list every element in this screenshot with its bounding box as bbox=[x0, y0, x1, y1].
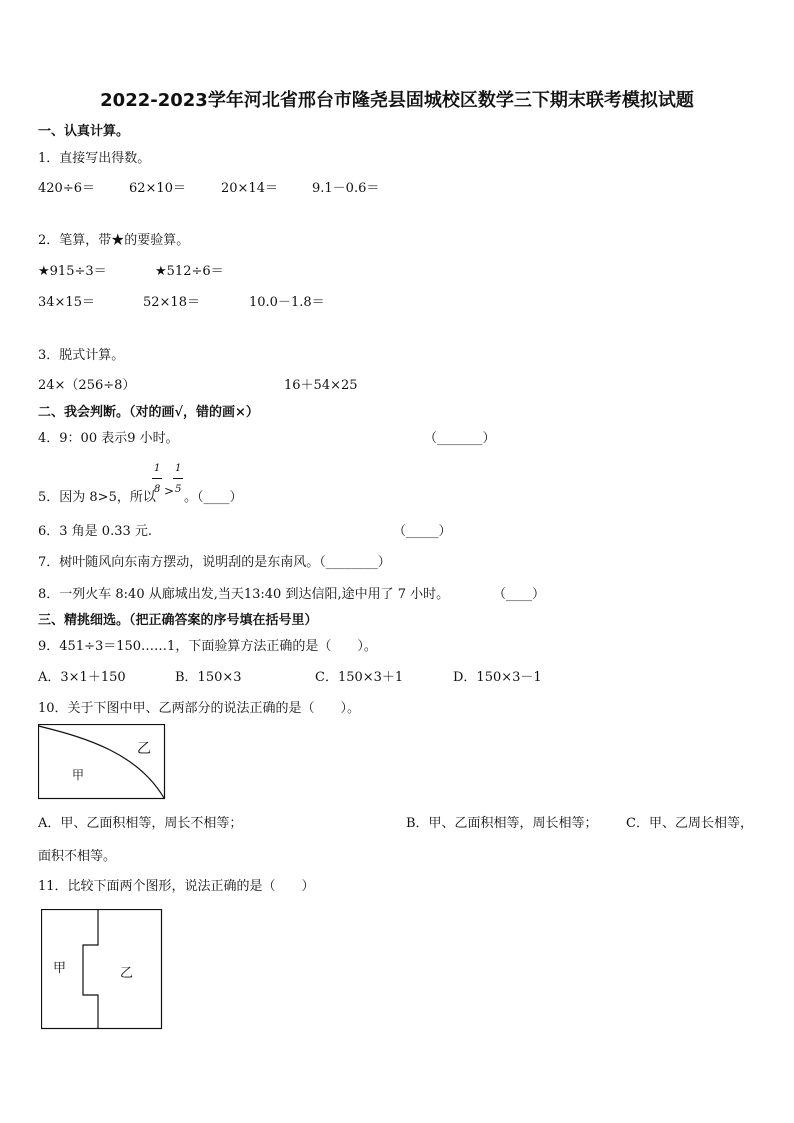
q1-label: 1．直接写出得数。 bbox=[38, 151, 151, 166]
q2-item-5: 10.0－1.8＝ bbox=[249, 295, 325, 310]
q8-answer-blank[interactable]: （____） bbox=[493, 587, 546, 602]
q4-text: 4．9：00 表示9 小时。 bbox=[38, 431, 179, 446]
q2-label: 2．笔算，带★的要验算。 bbox=[38, 233, 190, 248]
q3-item-2: 16＋54×25 bbox=[284, 378, 358, 393]
q1-item-1: 420÷6＝ bbox=[38, 181, 95, 196]
section-2-heading: 二、我会判断。（对的画√，错的画×） bbox=[38, 405, 259, 420]
q10-option-c-continued: 面积不相等。 bbox=[38, 849, 117, 864]
q11-figure-divider bbox=[83, 910, 98, 1030]
q6-text: 6．3 角是 0.33 元. bbox=[38, 524, 153, 539]
q5-suffix[interactable]: 。（____） bbox=[184, 490, 243, 505]
q10-figure-curve bbox=[39, 726, 165, 798]
section-1-heading: 一、认真计算。 bbox=[38, 124, 130, 139]
q10-option-b[interactable]: B．甲、乙面积相等，周长相等； bbox=[406, 816, 598, 831]
q3-label: 3．脱式计算。 bbox=[38, 348, 125, 363]
q5-fraction-2-numerator: 1 bbox=[175, 463, 182, 474]
q9-option-b[interactable]: B．150×3 bbox=[175, 670, 242, 685]
q10-figure-rectangle bbox=[39, 725, 165, 799]
q5-prefix: 5．因为 8>5，所以 bbox=[38, 490, 156, 505]
q5-fraction-1-bar bbox=[152, 478, 162, 479]
q11-label-jia: 甲 bbox=[53, 961, 67, 976]
q3-item-1: 24×（256÷8） bbox=[38, 378, 136, 393]
q5-greater-than: > bbox=[164, 484, 175, 498]
q10-label-jia: 甲 bbox=[72, 768, 85, 782]
q2-item-4: 52×18＝ bbox=[143, 295, 200, 310]
q1-item-4: 9.1－0.6＝ bbox=[312, 181, 380, 196]
section-3-heading: 三、精挑细选。（把正确答案的序号填在括号里） bbox=[38, 613, 318, 628]
q1-item-3: 20×14＝ bbox=[221, 181, 278, 196]
q5-fraction-2-denominator: 5 bbox=[175, 484, 182, 495]
q8-text: 8．一列火车 8:40 从廊城出发,当天13:40 到达信阳,途中用了 7 小时。 bbox=[38, 587, 450, 602]
q5-fraction-1-numerator: 1 bbox=[154, 463, 161, 474]
q5-fraction-1-denominator: 8 bbox=[154, 484, 161, 495]
q10-text: 10．关于下图中甲、乙两部分的说法正确的是（ ）。 bbox=[38, 701, 361, 716]
q6-answer-blank[interactable]: （_____） bbox=[393, 524, 452, 539]
q11-text: 11．比较下面两个图形，说法正确的是（ ） bbox=[38, 879, 315, 894]
q5-fraction-2-bar bbox=[173, 478, 183, 479]
page-title: 2022-2023学年河北省邢台市隆尧县固城校区数学三下期末联考模拟试题 bbox=[100, 90, 694, 111]
q1-item-2: 62×10＝ bbox=[129, 181, 186, 196]
q9-text: 9．451÷3＝150……1，下面验算方法正确的是（ ）。 bbox=[38, 639, 377, 654]
q2-item-3: 34×15＝ bbox=[38, 295, 95, 310]
q11-label-yi: 乙 bbox=[120, 966, 134, 981]
q10-figure bbox=[38, 724, 166, 800]
q9-option-d[interactable]: D．150×3－1 bbox=[453, 670, 542, 685]
q10-option-a[interactable]: A．甲、乙面积相等，周长不相等； bbox=[38, 816, 243, 831]
q10-label-yi: 乙 bbox=[137, 741, 151, 757]
q9-option-c[interactable]: C．150×3＋1 bbox=[315, 670, 404, 685]
q9-option-a[interactable]: A．3×1＋150 bbox=[38, 670, 126, 685]
q10-option-c[interactable]: C．甲、乙周长相等， bbox=[626, 816, 753, 831]
q2-item-1: ★915÷3＝ bbox=[38, 264, 107, 279]
q2-item-2: ★512÷6＝ bbox=[155, 264, 224, 279]
q4-answer-blank[interactable]: （_______） bbox=[424, 431, 496, 446]
q7-text: 7．树叶随风向东南方摆动，说明刮的是东南风。（________） bbox=[38, 555, 391, 570]
